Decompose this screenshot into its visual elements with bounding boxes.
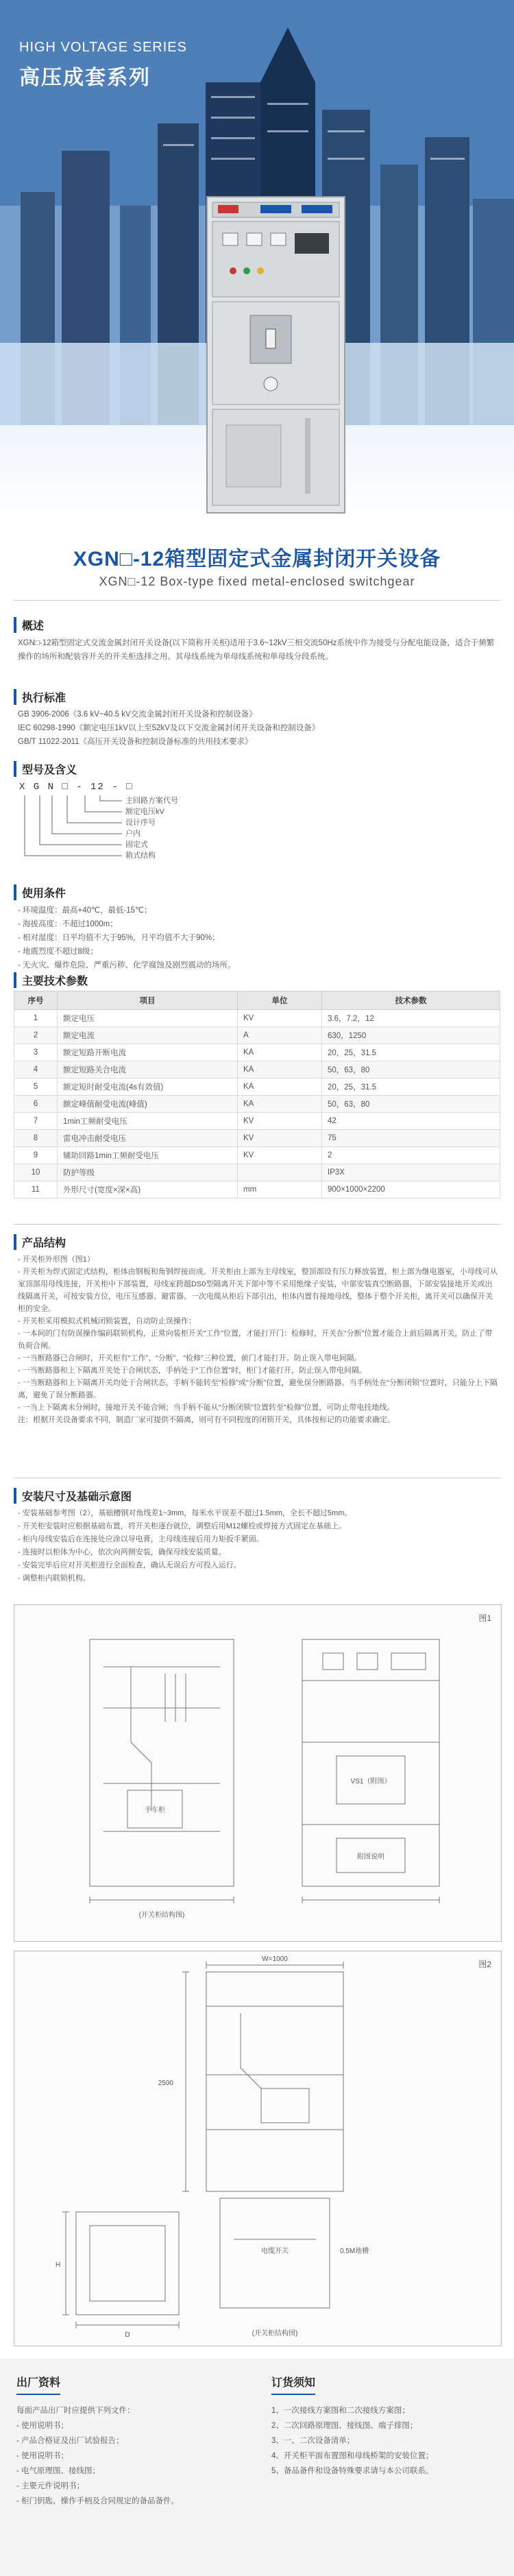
table-cell: KV xyxy=(238,1010,322,1027)
series-title-en: HIGH VOLTAGE SERIES xyxy=(19,40,187,55)
fig2-label-trench: 0.5M地槽 xyxy=(340,2248,369,2255)
list-item: 3、一、二次设备清单； xyxy=(271,2437,355,2445)
table-row xyxy=(14,1044,500,1061)
table-cell: 9 xyxy=(14,1147,58,1164)
fig1-label-handcart: 手车柜 xyxy=(145,1807,165,1814)
installation-line: - 安装完毕后应对开关柜进行全面检查，确认无误后方可投入运行。 xyxy=(18,1561,241,1569)
table-cell: KA xyxy=(238,1096,322,1113)
standards-heading: 执行标准 xyxy=(14,689,66,705)
table-cell: mm xyxy=(238,1181,322,1199)
table-cell: 2 xyxy=(14,1027,58,1044)
footer xyxy=(0,2359,514,2576)
table-cell: 辅助回路1min工频耐受电压 xyxy=(58,1147,238,1164)
table-cell: 额定电压 xyxy=(58,1010,238,1027)
standard-item: GB 3906-2006《3.6 kV~40.5 kV交流金属封闭开关设备和控制设备》 xyxy=(18,710,257,719)
standard-item: GB/T 11022-2011《高压开关设备和控制设备标准的共用技术要求》 xyxy=(18,738,253,746)
installation-foundation-drawing xyxy=(14,1951,500,2344)
figure-2-label: 图2 xyxy=(478,1960,491,1969)
list-item: - 使用说明书； xyxy=(16,2422,69,2430)
table-cell: KA xyxy=(238,1044,322,1061)
table-cell: KV xyxy=(238,1113,322,1130)
structure-line: - 一当断路器和上下隔离开关处于合闸状态，手柄处于“工作位置”时，柜门才能打开，防止误入带电间隔。 xyxy=(18,1367,367,1375)
installation-text xyxy=(18,1507,498,1585)
table-cell: 3.6，7.2，12 xyxy=(322,1010,500,1027)
installation-line: - 柜内母线安装后在连接处应涂以导电膏，主母线连接后用力矩扳手紧固。 xyxy=(18,1535,264,1543)
specs-table-body xyxy=(14,1010,500,1199)
table-cell: KA xyxy=(238,1061,322,1079)
switchgear-cabinet-image xyxy=(206,195,346,514)
table-cell: 900×1000×2200 xyxy=(322,1181,500,1199)
table-cell: KA xyxy=(238,1079,322,1096)
product-title-en: XGN□-12 Box-type fixed metal-enclosed switchgear xyxy=(99,575,415,588)
model-meaning: 额定电压kV xyxy=(125,808,164,816)
supply-docs-title: 出厂资料 xyxy=(16,2374,60,2395)
fig2-dim-width: W=1000 xyxy=(262,1955,288,1963)
table-cell: 20，25，31.5 xyxy=(322,1044,500,1061)
structure-line: - 开关柜为焊式固定式结构，柜体由钢板和角钢焊接而成。开关柜由上部为主母线室，整顶部设有压力释放装置，柜上部为继电器室，小母线可从室顶部用母线连接，开关柜中下部装置，母线室跨越DS0型隔离开关下部中等不采用绝缘子安装，中部安装真空断路器，下部安装接地开关或出线隔离开关，可按安装方位，电压互感器、避雷器、一次电缆从柜后下部引出，柜体内置有接地母线，整体于整个开关柜，离开关可以确保开关柜的安全。 xyxy=(18,1268,498,1313)
table-cell: 1min工频耐受电压 xyxy=(58,1113,238,1130)
figure-1-drawing xyxy=(14,1604,502,1942)
model-heading: 型号及含义 xyxy=(14,761,77,777)
list-item: 5、备品备件和设备特殊要求请与本公司联系。 xyxy=(271,2467,434,2475)
condition-item: - 无火灾、爆炸危险、严重污秽、化学腐蚀及剧烈震动的场所。 xyxy=(18,961,236,970)
model-meaning: 设计序号 xyxy=(125,819,156,827)
table-cell: 2 xyxy=(322,1147,500,1164)
model-code: X G N □ - 12 - □ xyxy=(19,782,134,793)
table-cell: 额定短时耐受电流(4s有效值) xyxy=(58,1079,238,1096)
table-cell: 50，63，80 xyxy=(322,1061,500,1079)
fig2-dim-depth: D xyxy=(125,2331,130,2339)
model-meaning: 主回路方案代号 xyxy=(125,797,178,805)
col-header: 项目 xyxy=(58,991,238,1010)
table-row xyxy=(14,1113,500,1130)
condition-item: - 地震烈度不超过8级； xyxy=(18,948,98,956)
table-cell: 10 xyxy=(14,1164,58,1181)
table-cell: 防护等级 xyxy=(58,1164,238,1181)
list-item: - 柜门钥匙、操作手柄及合同规定的备品备件。 xyxy=(16,2497,180,2505)
conditions-list xyxy=(18,904,498,972)
fig1-label-note: 附图说明 xyxy=(357,1853,384,1861)
product-title-block xyxy=(0,542,514,589)
installation-heading: 安装尺寸及基础示意图 xyxy=(14,1488,132,1504)
table-cell: 额定电流 xyxy=(58,1027,238,1044)
structure-heading: 产品结构 xyxy=(14,1234,66,1250)
table-cell: 42 xyxy=(322,1113,500,1130)
table-cell: 11 xyxy=(14,1181,58,1199)
table-row xyxy=(14,1079,500,1096)
table-cell: A xyxy=(238,1027,322,1044)
standards-list xyxy=(18,708,498,749)
col-header: 单位 xyxy=(238,991,322,1010)
fig1-caption: (开关柜结构图) xyxy=(138,1912,185,1919)
list-item: 4、开关柜平面布置图和母线桥架的安装位置； xyxy=(271,2452,434,2460)
table-cell: 额定短路开断电流 xyxy=(58,1044,238,1061)
table-header-row xyxy=(14,991,500,1010)
structure-line: - 一本间的门有防误操作编码联锁机构，正常向装柜开关“工作”位置，才能打开门：检修时，开关在“分断”位置才能合上前后隔离开关，防止了带负荷合闸。 xyxy=(18,1329,493,1350)
table-cell: 7 xyxy=(14,1113,58,1130)
installation-line: - 安装基础参考图（2），基础槽钢对角线差1~3mm，每米水平误差不超过1.5mm，全长不超过5mm。 xyxy=(18,1509,352,1517)
col-header: 技术参数 xyxy=(322,991,500,1010)
specs-table xyxy=(14,991,500,1199)
structure-line: - 开关柜采用模拟式机械闭锁装置，自动防止误操作： xyxy=(18,1317,196,1325)
overview-text xyxy=(18,636,498,664)
table-row xyxy=(14,1130,500,1147)
supply-docs-list xyxy=(16,2403,243,2509)
list-item: - 电气原理图、接线图； xyxy=(16,2467,101,2475)
order-notes-list xyxy=(271,2403,498,2479)
structure-line: - 一当断路器已合闸时，开关柜有“工作”、“分断”、“检修”三种位置，前门才能打开。防止误入带电间隔。 xyxy=(18,1354,362,1362)
table-row xyxy=(14,1061,500,1079)
table-cell: IP3X xyxy=(322,1164,500,1181)
table-cell: 6 xyxy=(14,1096,58,1113)
cabinet-section-drawing xyxy=(14,1605,500,1940)
table-cell: KV xyxy=(238,1130,322,1147)
model-meaning: 固定式 xyxy=(125,841,148,849)
col-header: 序号 xyxy=(14,991,58,1010)
model-meaning: 户内 xyxy=(125,830,140,838)
model-meanings xyxy=(125,795,178,861)
installation-line: - 开关柜安装时应根据基础布置，将开关柜逐台就位，调整后用M12螺栓或焊接方式固定在基础上。 xyxy=(18,1522,347,1530)
table-cell: 1 xyxy=(14,1010,58,1027)
product-title-cn: XGN□-12箱型固定式金属封闭开关设备 xyxy=(73,548,441,570)
table-row xyxy=(14,1164,500,1181)
order-notes-column xyxy=(271,2374,498,2479)
table-row xyxy=(14,1181,500,1199)
divider xyxy=(14,600,500,601)
table-cell: 50，63，80 xyxy=(322,1096,500,1113)
list-item: - 主要元件说明书； xyxy=(16,2482,85,2490)
structure-line: 注：根据开关设备要求不同，制造厂家可提供不隔离，则可有不同程度的闭锁开关，具体按标记的功能要求确定。 xyxy=(18,1416,395,1424)
figure-1-label: 图1 xyxy=(478,1613,491,1623)
table-cell: KV xyxy=(238,1147,322,1164)
condition-item: - 海拔高度：不超过1000m； xyxy=(18,920,118,928)
table-row xyxy=(14,1027,500,1044)
standard-item: IEC 60298-1990《额定电压1kV以上至52kV及以下交流金属封闭开关设备和控制设备》 xyxy=(18,724,320,732)
divider xyxy=(14,1224,500,1225)
list-item: - 使用说明书； xyxy=(16,2452,69,2460)
list-item: 每面产品出厂时应提供下列文件： xyxy=(16,2407,135,2415)
specs-heading: 主要技术参数 xyxy=(14,972,88,988)
condition-item: - 环境温度：最高+40℃，最低-15℃； xyxy=(18,906,152,915)
installation-line: - 调整柜内联锁机构。 xyxy=(18,1574,90,1582)
table-cell: 4 xyxy=(14,1061,58,1079)
table-cell: 雷电冲击耐受电压 xyxy=(58,1130,238,1147)
installation-line: - 连接时以柜体为中心，依次向两侧安装，确保母线安装质量。 xyxy=(18,1548,226,1556)
table-cell: 8 xyxy=(14,1130,58,1147)
fig1-label-vs1: VS1（附图） xyxy=(350,1778,391,1785)
structure-line: - 一当上下隔离未分闸时，接地开关不能合闸；当手柄不能从“分断闭锁”位置转至“检修”位置，可防止带电挂地线。 xyxy=(18,1404,395,1412)
list-item: 1、一次接线方案图和二次接线方案图； xyxy=(271,2407,410,2415)
table-cell: 630，1250 xyxy=(322,1027,500,1044)
table-row xyxy=(14,1010,500,1027)
table-cell: 外形尺寸(宽度×深×高) xyxy=(58,1181,238,1199)
hero-banner xyxy=(0,0,514,521)
fig2-caption: (开关柜结构图) xyxy=(252,2330,298,2337)
list-item: 2、二次回路原理图、接线图、端子排图； xyxy=(271,2422,418,2430)
table-cell: 额定峰值耐受电流(峰值) xyxy=(58,1096,238,1113)
table-cell: 20，25，31.5 xyxy=(322,1079,500,1096)
figure-2-drawing xyxy=(14,1951,502,2346)
series-title-cn: 高压成套系列 xyxy=(19,67,151,89)
structure-text xyxy=(18,1253,498,1426)
condition-item: - 相对湿度：日平均值不大于95%，月平均值不大于90%； xyxy=(18,934,220,942)
table-row xyxy=(14,1096,500,1113)
fig2-label-cable: 电缆开关 xyxy=(261,2248,289,2255)
supply-docs-column xyxy=(16,2374,243,2509)
fig2-dim-height: H xyxy=(56,2261,61,2269)
table-cell: 75 xyxy=(322,1130,500,1147)
table-row xyxy=(14,1147,500,1164)
order-notes-title: 订货须知 xyxy=(271,2374,315,2395)
table-cell: 额定短路关合电流 xyxy=(58,1061,238,1079)
table-cell: 5 xyxy=(14,1079,58,1096)
list-item: - 产品合格证及出厂试验报告； xyxy=(16,2437,124,2445)
conditions-heading: 使用条件 xyxy=(14,884,66,900)
structure-line: - 开关柜外形图（图1） xyxy=(18,1255,95,1264)
model-meaning: 箱式结构 xyxy=(125,852,156,860)
overview-heading: 概述 xyxy=(14,617,44,633)
table-cell xyxy=(238,1164,322,1181)
structure-line: - 一当断路器和上下隔离开关均处于合闸状态，手柄不能转至“检修”或“分断”位置，避免误分断路器。当手柄处在“分断闭锁”位置时，只能分上下隔离，避免了误分断路器。 xyxy=(18,1379,498,1399)
fig2-dim-2500: 2500 xyxy=(158,2080,173,2087)
table-cell: 3 xyxy=(14,1044,58,1061)
overview-line: XGN□-12箱型固定式交流金属封闭开关设备(以下简称开关柜)适用于3.6~12kV三相交流50Hz系统中作为接受与分配电能设备，适合于频繁操作的场所和配装容开关的开关柜选择之用。其母线系统为单母线系统和单母线分段系统。 xyxy=(18,639,495,661)
